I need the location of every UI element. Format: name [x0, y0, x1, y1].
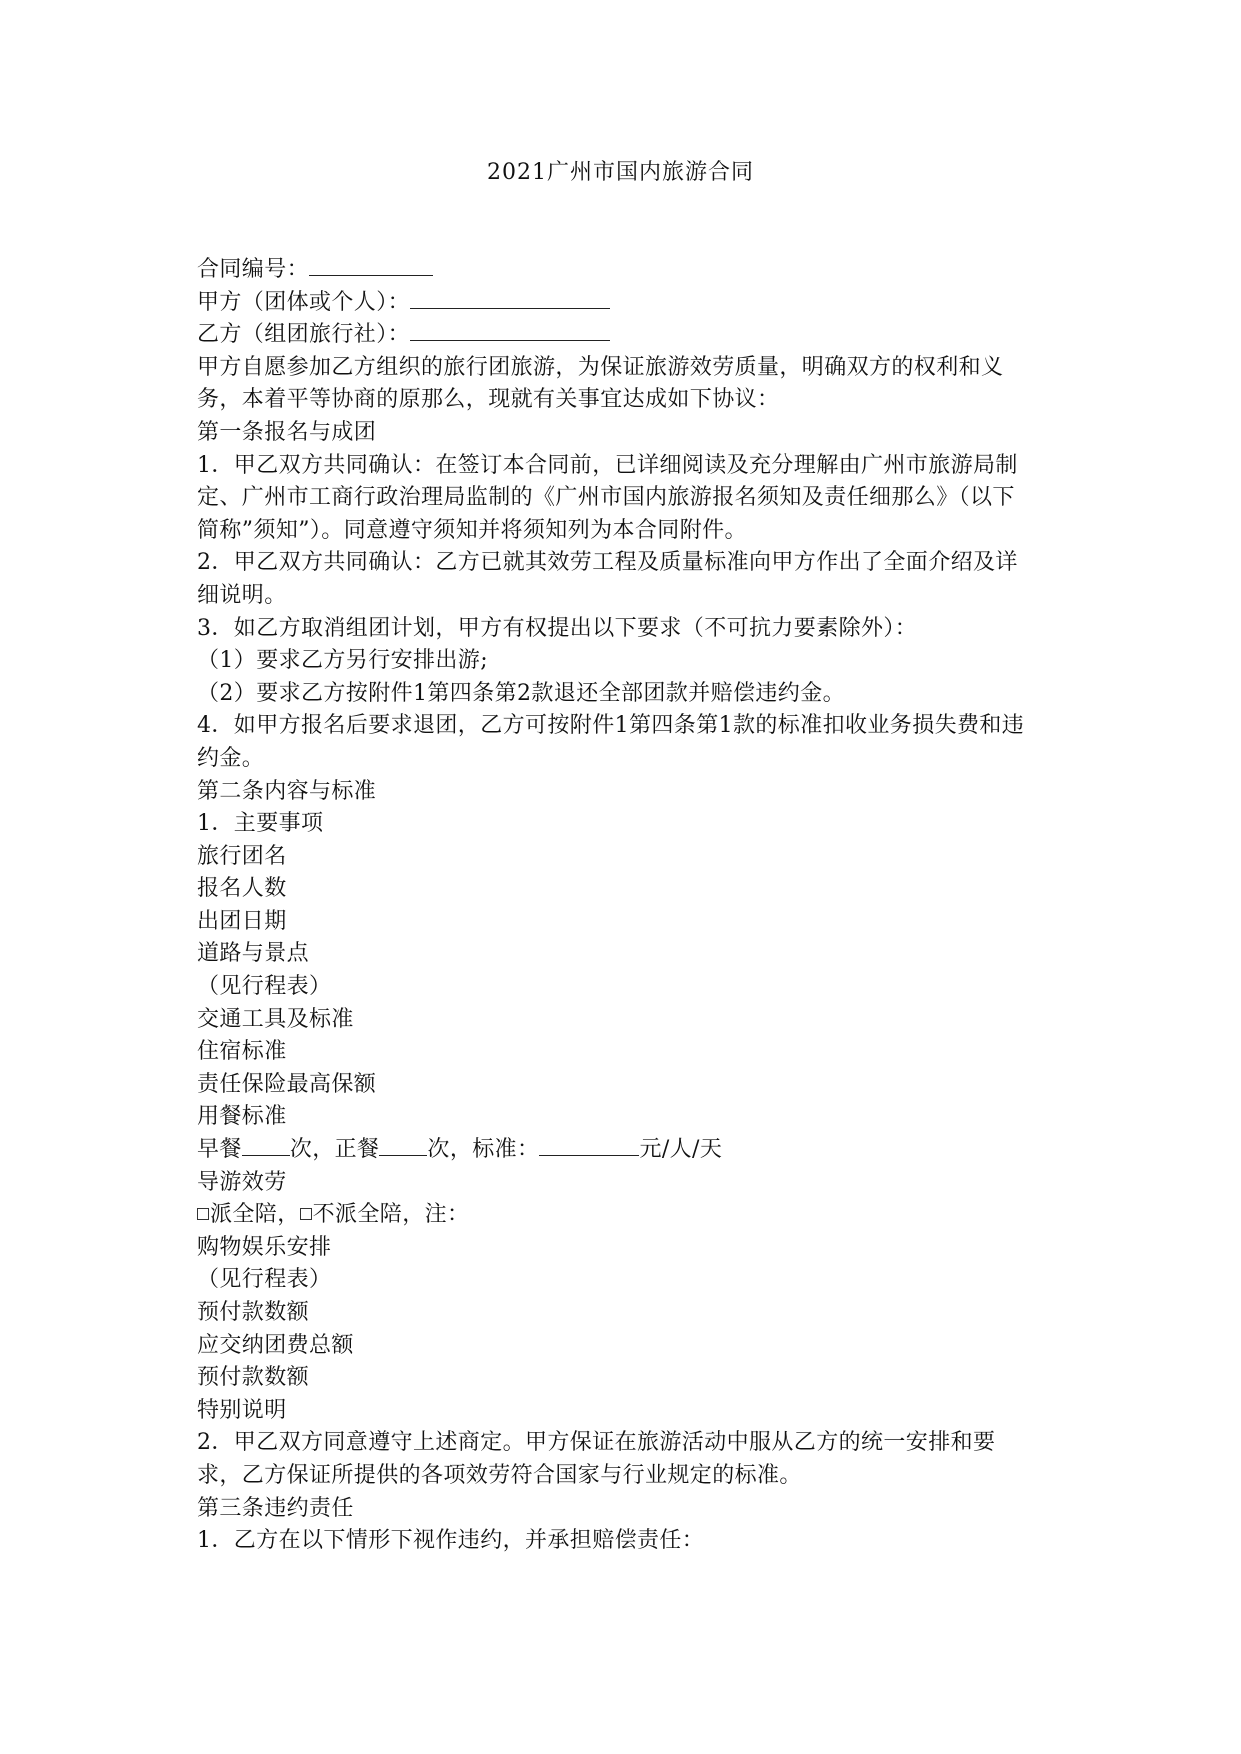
- item-shopping-note: （见行程表）: [197, 1267, 332, 1293]
- meals-standard-label: 次，标准：: [427, 1137, 540, 1163]
- article-3-clause-1: 1．乙方在以下情形下视作违约，并承担赔偿责任：: [197, 1528, 705, 1554]
- document-body: [197, 254, 1037, 1558]
- document-title: 2021广州市国内旅游合同: [487, 160, 754, 185]
- party-b-label: 乙方（组团旅行社）：: [197, 322, 411, 348]
- article-3-title: 第三条违约责任: [197, 1495, 354, 1521]
- party-b-line: [197, 319, 1037, 352]
- item-shopping: 购物娱乐安排: [197, 1234, 332, 1260]
- article-1-clause-1: 1．甲乙双方共同确认：在签订本合同前，已详细阅读及充分理解由广州市旅游局制定、广州市工商行政治理局监制的《广州市国内旅游报名须知及责任细那么》（以下简称”须知”）。同意遵守须知并将须知列为本合同附件。: [197, 452, 1018, 543]
- breakfast-count-blank: [242, 1135, 290, 1156]
- item-transport: 交通工具及标准: [197, 1006, 354, 1032]
- party-a-line: [197, 287, 1037, 320]
- item-insurance: 责任保险最高保额: [197, 1071, 377, 1097]
- guide-no-escort-checkbox: [300, 1208, 312, 1220]
- item-prepayment-2: 预付款数额: [197, 1365, 310, 1391]
- item-lodging: 住宿标准: [197, 1039, 287, 1065]
- article-1-clause-4: 4．如甲方报名后要求退团，乙方可按附件1第四条第1款的标准扣收业务损失费和违约金。: [197, 713, 1025, 771]
- item-total-fee: 应交纳团费总额: [197, 1332, 354, 1358]
- party-b-blank: [410, 320, 610, 341]
- main-meal-count-blank: [379, 1135, 427, 1156]
- item-route: 道路与景点: [197, 941, 310, 967]
- item-departure-date: 出团日期: [197, 908, 287, 934]
- item-prepayment-1: 预付款数额: [197, 1300, 310, 1325]
- item-headcount: 报名人数: [197, 876, 287, 902]
- contract-number-label: 合同编号：: [197, 257, 310, 282]
- guide-options-line: [197, 1199, 1037, 1232]
- item-group-name: 旅行团名: [197, 843, 287, 869]
- item-special-notes: 特别说明: [197, 1397, 287, 1423]
- contract-number-line: [197, 254, 1037, 287]
- guide-no-escort-label: 不派全陪，注：: [312, 1202, 470, 1228]
- article-2-title: 第二条内容与标准: [197, 778, 377, 804]
- meals-lunch-label: 次，正餐: [289, 1137, 380, 1163]
- guide-full-escort-label: 派全陪，: [210, 1202, 300, 1228]
- intro-paragraph: 甲方自愿参加乙方组织的旅行团旅游，为保证旅游效劳质量，明确双方的权利和义务，本着平等协商的原那么，现就有关事宜达成如下协议：: [197, 354, 1004, 413]
- contract-number-blank: [309, 255, 433, 276]
- party-a-blank: [410, 288, 610, 309]
- article-2-clause-2: 2．甲乙双方同意遵守上述商定。甲方保证在旅游活动中服从乙方的统一安排和要求，乙方保证所提供的各项效劳符合国家与行业规定的标准。: [197, 1430, 996, 1488]
- article-1-clause-3-item-2: （2）要求乙方按附件1第四条第2款退还全部团款并赔偿违约金。: [197, 680, 845, 706]
- article-1-clause-3-item-1: （1）要求乙方另行安排出游;: [197, 648, 489, 674]
- article-1-clause-2: 2．甲乙双方共同确认：乙方已就其效劳工程及质量标准向甲方作出了全面介绍及详细说明。: [197, 550, 1018, 608]
- item-guide: 导游效劳: [197, 1169, 287, 1195]
- meals-detail-line: [197, 1134, 1037, 1167]
- item-route-note: （见行程表）: [197, 974, 332, 1000]
- guide-full-escort-checkbox: [197, 1208, 209, 1220]
- party-a-label: 甲方（团体或个人）：: [197, 289, 411, 315]
- meals-breakfast-label: 早餐: [197, 1137, 242, 1163]
- item-meals: 用餐标准: [197, 1104, 287, 1130]
- article-1-clause-3: 3．如乙方取消组团计划，甲方有权提出以下要求（不可抗力要素除外）：: [197, 615, 918, 641]
- article-1-title: 第一条报名与成团: [197, 419, 377, 445]
- article-2-clause-1: 1．主要事项: [197, 811, 324, 837]
- meal-standard-blank: [539, 1135, 639, 1156]
- meals-unit-label: 元/人/天: [639, 1137, 723, 1163]
